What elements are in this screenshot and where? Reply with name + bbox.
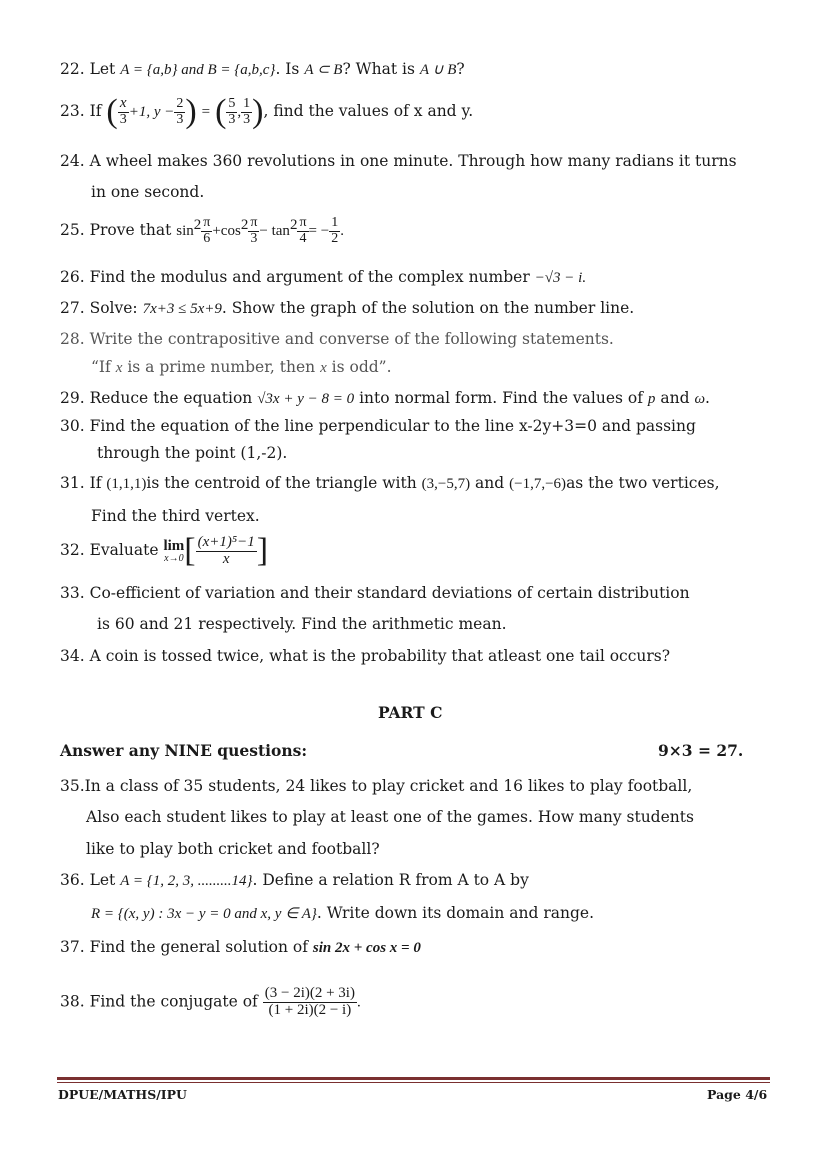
q22-text4: ? [456,60,465,78]
q32-limit: lim x→0 [163,537,185,564]
question-34 [60,647,670,665]
q23-paren-open-2: ( [215,93,227,130]
q25-fraction-2: $\frac{\pi}{3}$ [250,215,258,246]
q23-paren-close-2: ) [252,93,264,130]
q37-text: Find the general solution of [89,938,308,956]
q36-set: A = {1, 2, 3, .........14} [120,873,253,889]
q36-text: Let [89,871,116,889]
question-26 [60,268,586,287]
section-marks: 9×3 = 27. [658,741,744,760]
q23-paren-open: ( [106,93,118,130]
question-27 [60,299,634,318]
question-31: 31. If (1,1,1)is the centroid of the triangle with (3,−5,7) and (−1,7,−6)as the two vertices, [60,474,720,492]
footer-rule [57,1077,770,1080]
q38-text: Find the conjugate of [89,992,258,1011]
q29-text2: into normal form. Find the values of [359,389,643,407]
q23-fraction-3: $\frac{5}{3}$ [228,95,236,127]
q36-number: 36. [60,871,85,889]
q36-text3: . Write down its domain and range. [316,904,594,922]
q25-fraction-1: $\frac{\pi}{6}$ [203,215,211,246]
q33-number: 33. [60,584,85,602]
q38-fraction: $\frac{(3 - 2i)(2 + 3i)}{(1 + 2i)(2 - i)}$ [264,985,355,1018]
question-35: 35.In a class of 35 students, 24 likes to play cricket and 16 likes to play football, [60,777,693,795]
q29-math: √3x + y − 8 = 0 [257,391,355,407]
q27-math: 7x+3 ≤ 5x+9 [142,301,222,317]
section-title: PART C [378,703,443,722]
q25-fraction-3: $\frac{\pi}{4}$ [299,215,307,246]
question-33 [60,584,690,602]
q27-text2: . Show the graph of the solution on the number line. [221,299,635,317]
q24-number: 24. [60,152,85,170]
section-instruction: Answer any NINE questions: [60,741,308,760]
question-36-relation [91,904,594,923]
q37-number: 37. [60,938,85,956]
footer-code: DPUE/MATHS/IPU [58,1087,187,1102]
q26-number: 26. [60,268,85,286]
q27-number: 27. [60,299,85,317]
q22-number: 22. [60,60,85,78]
footer-rule-thin [57,1082,770,1083]
question-28-statement: “If x is a prime number, then x is odd”. [91,358,392,376]
question-36 [60,871,529,890]
q24-text: A wheel makes 360 revolutions in one minute. Through how many radians it turns [89,152,737,170]
q29-number: 29. [60,389,85,407]
question-35-cont2: like to play both cricket and football? [86,840,380,858]
q23-paren-close: ) [185,93,197,130]
q22-text2: . Is [275,60,300,78]
q23-text2: , find the values of x and y. [263,102,474,120]
question-25: 25. Prove that $\sin^2$ $\frac{\pi}{6}$ $+\cos^2$ $\frac{\pi}{3}$ − $\tan^2$ $\frac{\pi}{4}$ = − $\frac{1}{2}$ . [60,215,344,246]
question-22 [60,60,465,79]
question-30 [60,417,696,435]
q23-fraction-4: $\frac{1}{3}$ [243,95,251,127]
q22-math-subset: A ⊂ B [304,62,343,78]
question-38: 38. Find the conjugate of $\frac{(3 - 2i)(2 + 3i)}{(1 + 2i)(2 - i)}$ . [60,985,361,1018]
q31-vertex-1: (3,−5,7) [421,476,471,492]
q37-math: sin 2x + cos x = 0 [312,940,421,956]
q23-fraction-1: $\frac{x}{3}$ [119,95,127,128]
question-32: 32. Evaluate lim x→0 [ $\frac{\text{(x+1)⁵−1}}{x}$ ] [60,532,269,569]
q23-fraction-2: $\frac{2}{3}$ [176,95,184,127]
question-35-cont: Also each student likes to play at least one of the games. How many students [86,808,694,826]
q31-centroid: (1,1,1) [106,476,147,492]
q22-text: Let [89,60,116,78]
q23-number: 23. [60,102,85,120]
q25-text: Prove that [89,221,172,240]
question-23 [60,93,473,131]
q23-math: +1, y − [128,104,175,120]
q31-number: 31. [60,474,85,492]
page-number: Page 4/6 [707,1087,768,1102]
question-37 [60,938,421,957]
q22-text3: ? What is [342,60,415,78]
q30-number: 30. [60,417,85,435]
question-24 [60,152,737,170]
q32-text: Evaluate [89,541,159,559]
q31-vertex-2: (−1,7,−6) [509,476,567,492]
question-29: 29. Reduce the equation √3x + y − 8 = 0 into normal form. Find the values of p and ω. [60,389,710,407]
q38-number: 38. [60,992,85,1011]
q23-equals: = [201,104,211,120]
q22-math-sets: A = {a,b} and B = {a,b,c} [120,62,276,78]
q32-fraction: $\frac{\text{(x+1)⁵−1}}{x}$ [197,533,255,567]
question-30-cont: through the point (1,-2). [97,444,288,462]
q32-number: 32. [60,541,85,559]
q22-math-union: A ∪ B [419,62,457,78]
q23-text: If [89,102,102,120]
q26-text: Find the modulus and argument of the complex number [89,268,530,286]
question-24-cont: in one second. [91,183,205,201]
q33-text: Co-efficient of variation and their standard deviations of certain distribution [89,584,690,602]
q26-math: −√3 − i. [534,270,587,286]
q36-text2: . Define a relation R from A to A by [252,871,529,889]
q34-text: A coin is tossed twice, what is the probability that atleast one tail occurs? [89,647,671,665]
q36-relation-math: R = {(x, y) : 3x − y = 0 and x, y ∈ A} [91,906,317,922]
q25-number: 25. [60,221,85,240]
q31-text: If [89,474,102,492]
q28-text: Write the contrapositive and converse of the following statements. [89,330,614,348]
q28-number: 28. [60,330,85,348]
question-28 [60,330,614,348]
q29-text: Reduce the equation [89,389,253,407]
question-33-cont: is 60 and 21 respectively. Find the arithmetic mean. [97,615,507,633]
question-31-cont: Find the third vertex. [91,507,260,525]
q30-text: Find the equation of the line perpendicular to the line x-2y+3=0 and passing [89,417,696,435]
q34-number: 34. [60,647,85,665]
q27-text: Solve: [89,299,138,317]
q23-comma: , [237,104,242,120]
q25-fraction-4: $\frac{1}{2}$ [331,215,339,246]
